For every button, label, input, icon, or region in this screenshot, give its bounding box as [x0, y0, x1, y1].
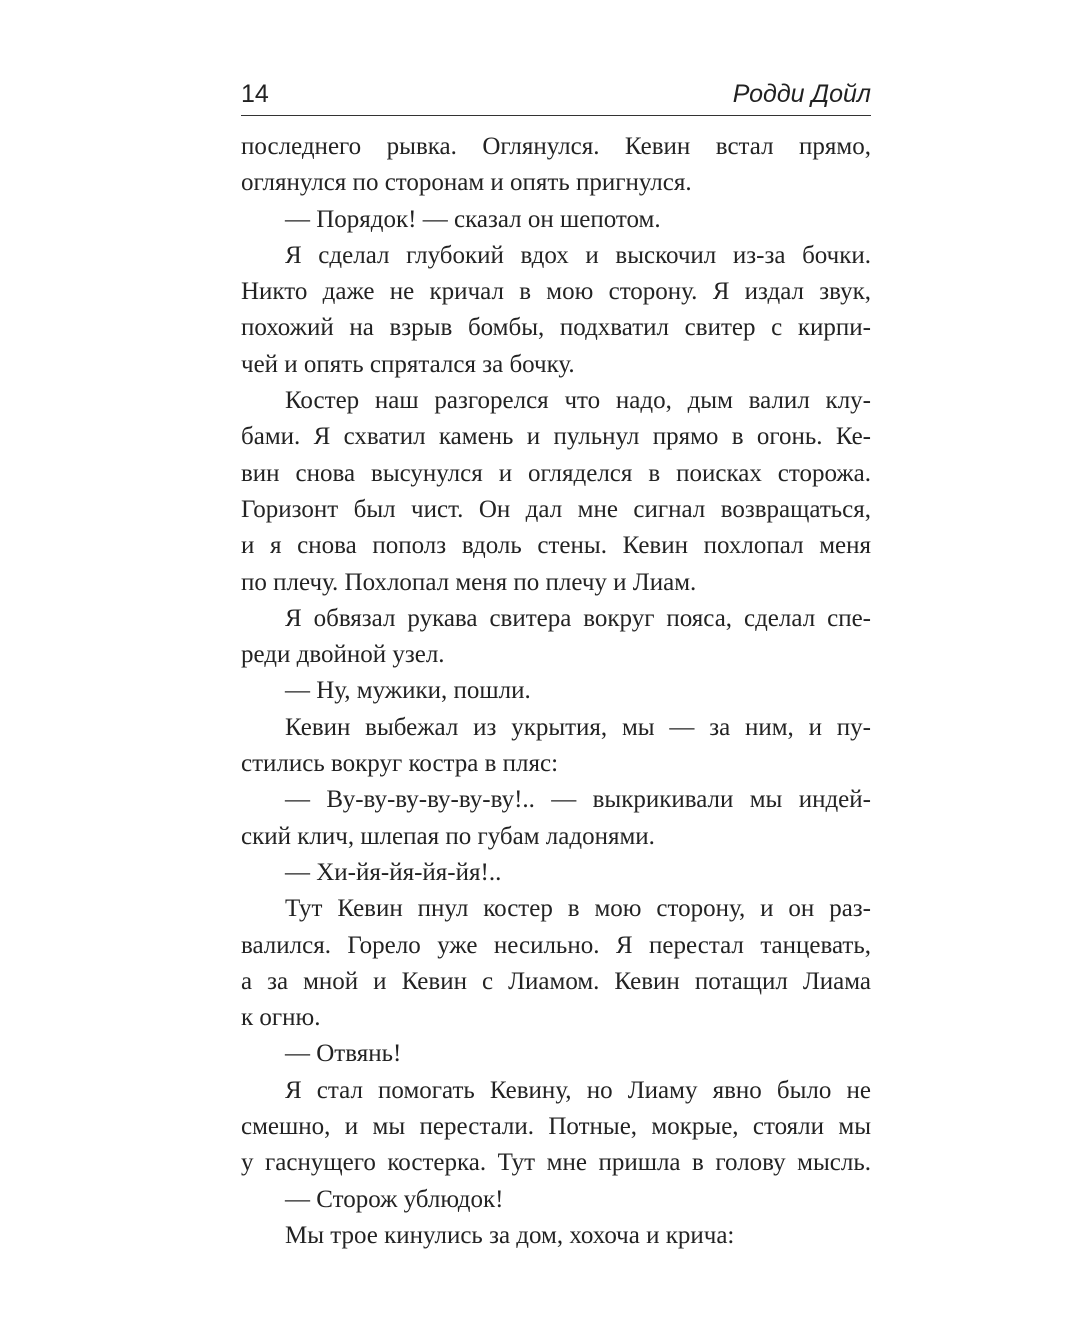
- text-line: Костер наш разгорелся что надо, дым валил клу-: [285, 387, 871, 415]
- text-line: Никто даже не кричал в мою сторону. Я издал звук,: [241, 278, 871, 306]
- text-line: реди двойной узел.: [241, 641, 445, 669]
- text-line: — Сторож ублюдок!: [285, 1185, 504, 1213]
- text-line: — Отвянь!: [285, 1040, 402, 1068]
- page-header: [241, 76, 871, 116]
- text-line: Я обвязал рукава свитера вокруг пояса, сделал спе-: [285, 604, 871, 632]
- text-line: стились вокруг костра в пляс:: [241, 750, 559, 778]
- text-line: смешно, и мы перестали. Потные, мокрые, стояли мы: [241, 1113, 871, 1141]
- text-line: последнего рывка. Оглянулся. Кевин встал прямо,: [241, 133, 871, 160]
- text-line: — Ну, мужики, пошли.: [285, 677, 531, 705]
- text-line: Я сделал глубокий вдох и выскочил из-за бочки.: [285, 241, 871, 269]
- text-line: по плечу. Похлопал меня по плечу и Лиам.: [241, 568, 697, 596]
- body-text: [241, 129, 871, 1254]
- text-line: Я стал помогать Кевину, но Лиаму явно было не: [285, 1076, 871, 1104]
- text-line: — Ву-ву-ву-ву-ву-ву!.. — выкрикивали мы индей-: [285, 786, 871, 814]
- text-line: похожий на взрыв бомбы, подхватил свитер с кирпи-: [241, 314, 871, 342]
- text-line: а за мной и Кевин с Лиамом. Кевин потащил Лиама: [241, 967, 871, 995]
- text-line: у гаснущего костерка. Тут мне пришла в голову мысль.: [241, 1149, 871, 1177]
- text-line: к огню.: [241, 1004, 321, 1032]
- text-line: валился. Горело уже несильно. Я перестал танцевать,: [241, 931, 871, 959]
- text-line: чей и опять спрятался за бочку.: [241, 350, 575, 378]
- text-line: Мы трое кинулись за дом, хохоча и крича:: [285, 1221, 735, 1249]
- header-divider: [241, 115, 871, 116]
- text-line: Кевин выбежал из укрытия, мы — за ним, и пу-: [285, 713, 871, 741]
- text-line: Горизонт был чист. Он дал мне сигнал возвращаться,: [241, 495, 871, 523]
- running-head-author: Родди Дойл: [732, 80, 871, 108]
- text-line: — Хи-йя-йя-йя-йя!..: [285, 858, 502, 886]
- text-line: вин снова высунулся и огляделся в поисках сторожа.: [241, 459, 871, 487]
- text-line: Тут Кевин пнул костер в мою сторону, и он раз-: [285, 895, 871, 923]
- text-line: бами. Я схватил камень и пульнул прямо в огонь. Ке-: [241, 423, 871, 451]
- page-number: 14: [241, 80, 269, 108]
- text-line: ский клич, шлепая по губам ладонями.: [241, 822, 655, 850]
- text-line: оглянулся по сторонам и опять пригнулся.: [241, 169, 692, 197]
- text-line: и я снова пополз вдоль стены. Кевин похлопал меня: [241, 532, 871, 560]
- text-line: — Порядок! — сказал он шепотом.: [285, 205, 661, 233]
